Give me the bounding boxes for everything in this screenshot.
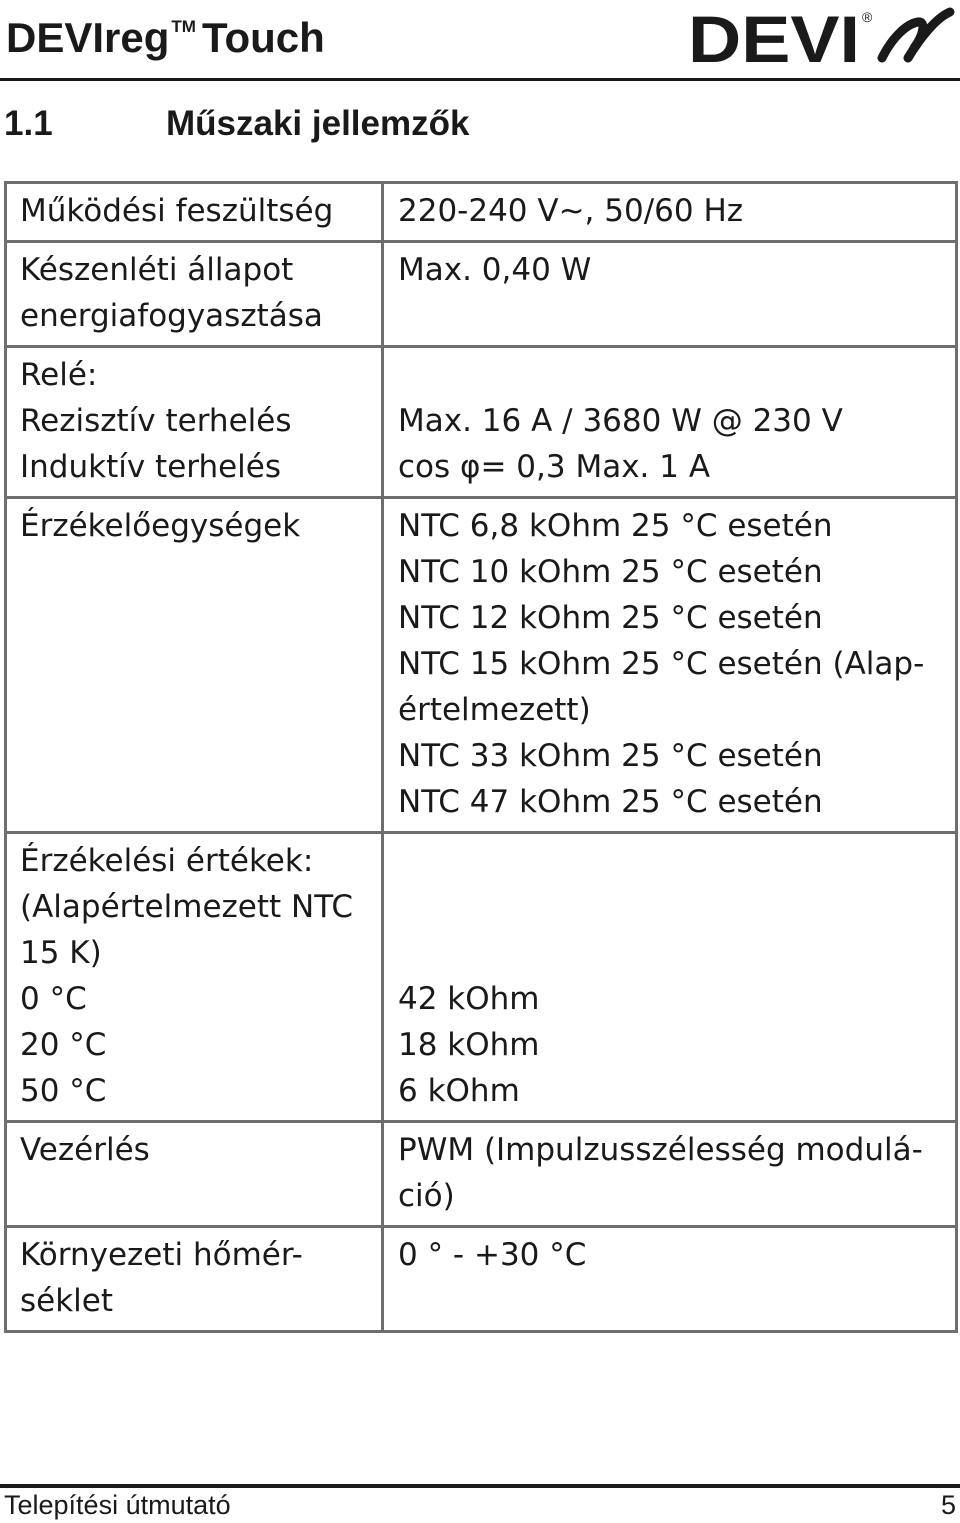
spec-label-line: Érzékelési értékek:: [20, 843, 314, 879]
product-title: [6, 2, 325, 63]
spec-value-line: NTC 12 kOhm 25 °C esetén: [398, 600, 823, 636]
trademark-symbol: TM: [171, 17, 196, 36]
spec-row: [6, 242, 957, 347]
spec-label-line: energiafogyasztása: [20, 298, 323, 334]
spec-value-line: [398, 884, 945, 930]
spec-value-line: ció): [398, 1178, 455, 1214]
spec-label-line: Érzékelőegységek: [20, 508, 301, 544]
spec-value-line: 6 kOhm: [398, 1073, 520, 1109]
spec-label-line: Induktív terhelés: [20, 449, 282, 485]
section-title: Műszaki jellemzők: [166, 104, 470, 143]
spec-label-cell: [6, 1122, 383, 1227]
spec-value-line: NTC 33 kOhm 25 °C esetén: [398, 738, 823, 774]
spec-row: [6, 498, 957, 833]
spec-value-line: 42 kOhm: [398, 981, 540, 1017]
footer-page-number: 5: [940, 1490, 956, 1520]
spec-value-line: [398, 838, 945, 884]
spec-table: [4, 181, 958, 1333]
spec-label-line: Vezérlés: [20, 1132, 150, 1168]
spec-value-line: NTC 47 kOhm 25 °C esetén: [398, 784, 823, 820]
spec-label-line: 0 °C: [20, 981, 87, 1017]
spec-value-line: [398, 930, 945, 976]
registered-mark: ®: [862, 9, 873, 25]
spec-row: [6, 1227, 957, 1332]
spec-value-line: értelmezett): [398, 692, 591, 728]
spec-label-line: Készenléti állapot: [20, 252, 294, 288]
spec-value-cell: [383, 1227, 957, 1332]
spec-value-cell: [383, 242, 957, 347]
spec-value-line: 220-240 V~, 50/60 Hz: [398, 193, 744, 229]
spec-label-line: 50 °C: [20, 1073, 107, 1109]
spec-label-line: Környezeti hőmér-: [20, 1237, 303, 1273]
spec-label-cell: [6, 833, 383, 1122]
product-suffix: Touch: [201, 14, 325, 61]
spec-row: [6, 833, 957, 1122]
footer-document-name: Telepítési útmutató: [4, 1490, 231, 1520]
spec-value-line: 18 kOhm: [398, 1027, 540, 1063]
section-heading: [0, 100, 960, 148]
spec-table-body: [6, 183, 957, 1332]
devi-swoosh-icon: [882, 12, 950, 58]
spec-value-cell: [383, 498, 957, 833]
section-number: 1.1: [4, 104, 53, 143]
spec-value-line: 0 ° - +30 °C: [398, 1237, 587, 1273]
spec-row: [6, 347, 957, 498]
spec-label-line: Relé:: [20, 357, 98, 393]
spec-label-cell: [6, 347, 383, 498]
spec-value-line: [398, 352, 945, 398]
spec-value-line: cos φ= 0,3 Max. 1 A: [398, 449, 711, 485]
spec-label-line: (Alapértelmezett NTC: [20, 889, 353, 925]
spec-label-cell: [6, 242, 383, 347]
header-rule: [0, 78, 960, 81]
devi-logo-text: DEVI: [688, 4, 860, 68]
spec-value-cell: [383, 833, 957, 1122]
spec-value-cell: [383, 1122, 957, 1227]
devi-logo: [686, 4, 958, 68]
spec-value-line: NTC 15 kOhm 25 °C esetén (Alap-: [398, 646, 925, 682]
product-name: DEVIreg: [6, 14, 170, 61]
spec-value-line: NTC 10 kOhm 25 °C esetén: [398, 554, 823, 590]
spec-label-line: 20 °C: [20, 1027, 107, 1063]
page-header: [0, 0, 960, 82]
spec-value-cell: [383, 347, 957, 498]
spec-label-cell: [6, 498, 383, 833]
spec-value-line: NTC 6,8 kOhm 25 °C esetén: [398, 508, 833, 544]
spec-label-cell: [6, 183, 383, 242]
spec-label-line: 15 K): [20, 935, 102, 971]
spec-label-line: Rezisztív terhelés: [20, 403, 292, 439]
spec-value-line: Max. 0,40 W: [398, 252, 592, 288]
spec-row: [6, 1122, 957, 1227]
spec-label-cell: [6, 1227, 383, 1332]
spec-label-line: séklet: [20, 1283, 114, 1319]
spec-value-cell: [383, 183, 957, 242]
spec-label-line: Működési feszültség: [20, 193, 334, 229]
spec-value-line: Max. 16 A / 3680 W @ 230 V: [398, 403, 843, 439]
spec-value-line: PWM (Impulzusszélesség modulá-: [398, 1132, 923, 1168]
spec-row: [6, 183, 957, 242]
